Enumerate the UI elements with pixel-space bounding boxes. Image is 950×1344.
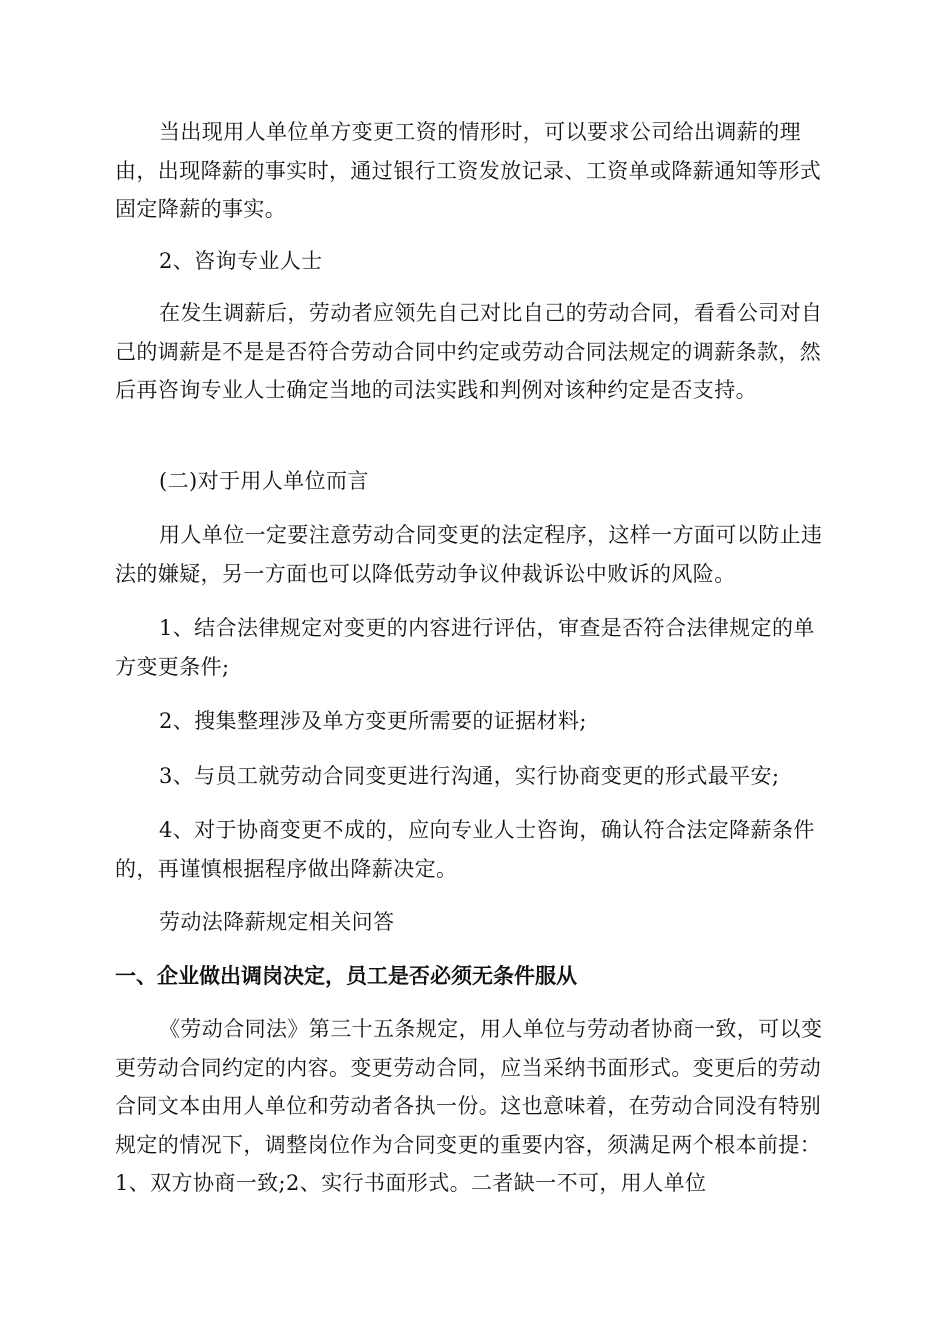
section-heading: 一、企业做出调岗决定，员工是否必须无条件服从 [115,964,577,988]
paragraph-compare-contract: 在发生调薪后，劳动者应领先自己对比自己的劳动合同，看看公司对自己的调薪是不是是否符合劳动合同中约定或劳动合同法规定的调薪条款，然后再咨询专业人士确定当地的司法实践和判例对该种约定是否支持。 [115,301,823,402]
paragraph-qa-title: 劳动法降薪规定相关问答 [159,910,395,934]
paragraph-step-4: 4、对于协商变更不成的，应向专业人士咨询，确认符合法定降薪条件的，再谨慎根据程序做出降薪决定。 [115,818,815,881]
paragraph-step-1: 1、结合法律规定对变更的内容进行评估，审查是否符合法律规定的单方变更条件; [115,616,815,679]
paragraph-step-3: 3、与员工就劳动合同变更进行沟通，实行协商变更的形式最平安; [159,764,780,788]
paragraph-legal-procedure: 用人单位一定要注意劳动合同变更的法定程序，这样一方面可以防止违法的嫌疑，另一方面也可以降低劳动争议仲裁诉讼中败诉的风险。 [115,523,823,586]
paragraph-step-2: 2、搜集整理涉及单方变更所需要的证据材料; [159,709,587,733]
paragraph-labor-contract-law: 《劳动合同法》第三十五条规定，用人单位与劳动者协商一致，可以变更劳动合同约定的内容。变更劳动合同，应当采纳书面形式。变更后的劳动合同文本由用人单位和劳动者各执一份。这也意味着，在劳动合同没有特别规定的情况下，调整岗位作为合同变更的重要内容，须满足两个根本前提：1、双方协商一致;2、实行书面形式。二者缺一不可，用人单位 [115,1017,823,1195]
paragraph-consult-professionals-title: 2、咨询专业人士 [159,249,323,273]
paragraph-salary-change-evidence: 当出现用人单位单方变更工资的情形时，可以要求公司给出调薪的理由，出现降薪的事实时，通过银行工资发放记录、工资单或降薪通知等形式固定降薪的事实。 [115,120,822,221]
paragraph-employer-section-title: (二)对于用人单位而言 [159,469,369,493]
